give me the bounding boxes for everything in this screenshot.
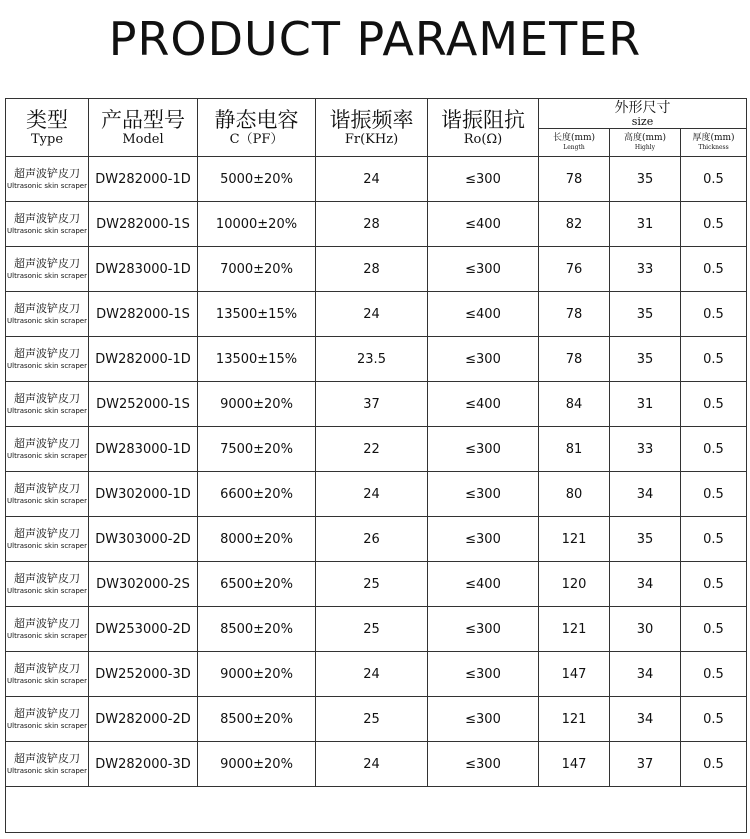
header-frequency-en: Fr(KHz): [344, 132, 399, 147]
thickness-cell: 0.5: [681, 157, 747, 202]
header-capacitance: [198, 99, 316, 157]
capacitance-cell: 5000±20%: [198, 157, 316, 202]
header-size-cn: 外形尺寸: [614, 99, 671, 116]
type-en: Ultrasonic skin scraper: [7, 272, 87, 280]
header-model: [89, 99, 198, 157]
model-cell: DW282000-1S: [89, 202, 198, 247]
capacitance-cell: 9000±20%: [198, 652, 316, 697]
impedance-cell: ≤300: [428, 337, 539, 382]
height-cell: 35: [610, 157, 681, 202]
thickness-cell: 0.5: [681, 292, 747, 337]
frequency-cell: 24: [316, 157, 428, 202]
length-cell: 121: [539, 517, 610, 562]
type-cn: 超声波铲皮刀: [14, 572, 80, 585]
model-cell: DW253000-2D: [89, 607, 198, 652]
height-cell: 34: [610, 652, 681, 697]
model-cell: DW252000-3D: [89, 652, 198, 697]
type-en: Ultrasonic skin scraper: [7, 452, 87, 460]
height-cell: 34: [610, 472, 681, 517]
type-cell: [6, 652, 89, 697]
length-cell: 147: [539, 652, 610, 697]
impedance-cell: ≤300: [428, 607, 539, 652]
frequency-cell: 24: [316, 472, 428, 517]
header-capacitance-en: C（PF）: [229, 132, 284, 147]
impedance-cell: ≤300: [428, 652, 539, 697]
type-cell: [6, 382, 89, 427]
empty-cell: [6, 787, 747, 833]
type-en: Ultrasonic skin scraper: [7, 182, 87, 190]
capacitance-cell: 6600±20%: [198, 472, 316, 517]
height-cell: 34: [610, 697, 681, 742]
capacitance-cell: 13500±15%: [198, 292, 316, 337]
type-cell: [6, 247, 89, 292]
impedance-cell: ≤300: [428, 697, 539, 742]
length-cell: 121: [539, 607, 610, 652]
header-impedance: [428, 99, 539, 157]
table-body: [6, 157, 747, 833]
header-type: [6, 99, 89, 157]
header-height-en: Highly: [634, 144, 656, 151]
impedance-cell: ≤400: [428, 562, 539, 607]
frequency-cell: 25: [316, 562, 428, 607]
type-en: Ultrasonic skin scraper: [7, 542, 87, 550]
thickness-cell: 0.5: [681, 472, 747, 517]
header-model-en: Model: [122, 132, 164, 147]
height-cell: 31: [610, 382, 681, 427]
header-length-en: Length: [563, 144, 585, 151]
frequency-cell: 25: [316, 607, 428, 652]
model-cell: DW282000-1D: [89, 157, 198, 202]
height-cell: 31: [610, 202, 681, 247]
type-en: Ultrasonic skin scraper: [7, 227, 87, 235]
height-cell: 37: [610, 742, 681, 787]
capacitance-cell: 8500±20%: [198, 607, 316, 652]
type-en: Ultrasonic skin scraper: [7, 632, 87, 640]
thickness-cell: 0.5: [681, 202, 747, 247]
type-cn: 超声波铲皮刀: [14, 482, 80, 495]
model-cell: DW282000-1S: [89, 292, 198, 337]
length-cell: 147: [539, 742, 610, 787]
type-en: Ultrasonic skin scraper: [7, 497, 87, 505]
thickness-cell: 0.5: [681, 247, 747, 292]
type-cell: [6, 202, 89, 247]
height-cell: 35: [610, 292, 681, 337]
length-cell: 120: [539, 562, 610, 607]
type-cn: 超声波铲皮刀: [14, 257, 80, 270]
type-cn: 超声波铲皮刀: [14, 707, 80, 720]
frequency-cell: 24: [316, 652, 428, 697]
header-thickness: [681, 129, 747, 157]
model-cell: DW302000-2S: [89, 562, 198, 607]
type-cn: 超声波铲皮刀: [14, 212, 80, 225]
table-row: [6, 742, 747, 787]
model-cell: DW283000-1D: [89, 427, 198, 472]
thickness-cell: 0.5: [681, 337, 747, 382]
model-cell: DW283000-1D: [89, 247, 198, 292]
height-cell: 33: [610, 427, 681, 472]
thickness-cell: 0.5: [681, 607, 747, 652]
table-row: [6, 247, 747, 292]
table-row: [6, 652, 747, 697]
model-cell: DW282000-1D: [89, 337, 198, 382]
type-en: Ultrasonic skin scraper: [7, 677, 87, 685]
type-en: Ultrasonic skin scraper: [7, 407, 87, 415]
table-row: [6, 517, 747, 562]
frequency-cell: 22: [316, 427, 428, 472]
type-cn: 超声波铲皮刀: [14, 302, 80, 315]
impedance-cell: ≤400: [428, 382, 539, 427]
impedance-cell: ≤300: [428, 517, 539, 562]
model-cell: DW282000-2D: [89, 697, 198, 742]
capacitance-cell: 9000±20%: [198, 742, 316, 787]
header-height-cn: 高度(mm): [623, 133, 667, 143]
impedance-cell: ≤300: [428, 472, 539, 517]
header-height: [610, 129, 681, 157]
capacitance-cell: 7500±20%: [198, 427, 316, 472]
height-cell: 33: [610, 247, 681, 292]
type-en: Ultrasonic skin scraper: [7, 362, 87, 370]
table-row: [6, 382, 747, 427]
table-row: [6, 607, 747, 652]
type-cn: 超声波铲皮刀: [14, 527, 80, 540]
table-row: [6, 202, 747, 247]
capacitance-cell: 8000±20%: [198, 517, 316, 562]
header-thickness-en: Thickness: [698, 144, 729, 151]
thickness-cell: 0.5: [681, 742, 747, 787]
length-cell: 76: [539, 247, 610, 292]
type-en: Ultrasonic skin scraper: [7, 587, 87, 595]
impedance-cell: ≤300: [428, 247, 539, 292]
capacitance-cell: 8500±20%: [198, 697, 316, 742]
length-cell: 80: [539, 472, 610, 517]
capacitance-cell: 7000±20%: [198, 247, 316, 292]
thickness-cell: 0.5: [681, 697, 747, 742]
header-length-cn: 长度(mm): [552, 133, 596, 143]
type-cn: 超声波铲皮刀: [14, 347, 80, 360]
length-cell: 78: [539, 157, 610, 202]
frequency-cell: 37: [316, 382, 428, 427]
length-cell: 81: [539, 427, 610, 472]
frequency-cell: 24: [316, 742, 428, 787]
capacitance-cell: 13500±15%: [198, 337, 316, 382]
header-impedance-cn: 谐振阻抗: [441, 108, 525, 132]
capacitance-cell: 10000±20%: [198, 202, 316, 247]
empty-row: [6, 787, 747, 833]
impedance-cell: ≤300: [428, 427, 539, 472]
header-row: [6, 99, 747, 129]
table-row: [6, 697, 747, 742]
type-cell: [6, 427, 89, 472]
type-cn: 超声波铲皮刀: [14, 167, 80, 180]
type-cell: [6, 472, 89, 517]
type-cn: 超声波铲皮刀: [14, 662, 80, 675]
type-en: Ultrasonic skin scraper: [7, 722, 87, 730]
header-length: [539, 129, 610, 157]
table-row: [6, 562, 747, 607]
header-model-cn: 产品型号: [101, 108, 185, 132]
length-cell: 78: [539, 337, 610, 382]
type-cn: 超声波铲皮刀: [14, 437, 80, 450]
impedance-cell: ≤400: [428, 202, 539, 247]
type-en: Ultrasonic skin scraper: [7, 767, 87, 775]
table-row: [6, 157, 747, 202]
type-cn: 超声波铲皮刀: [14, 752, 80, 765]
header-frequency: [316, 99, 428, 157]
thickness-cell: 0.5: [681, 427, 747, 472]
type-cell: [6, 292, 89, 337]
header-type-en: Type: [30, 132, 64, 147]
frequency-cell: 25: [316, 697, 428, 742]
thickness-cell: 0.5: [681, 562, 747, 607]
length-cell: 82: [539, 202, 610, 247]
table-row: [6, 292, 747, 337]
height-cell: 30: [610, 607, 681, 652]
impedance-cell: ≤400: [428, 292, 539, 337]
type-cell: [6, 517, 89, 562]
model-cell: DW303000-2D: [89, 517, 198, 562]
parameter-table: [5, 98, 747, 833]
frequency-cell: 23.5: [316, 337, 428, 382]
height-cell: 35: [610, 517, 681, 562]
frequency-cell: 28: [316, 247, 428, 292]
length-cell: 78: [539, 292, 610, 337]
header-type-cn: 类型: [26, 108, 68, 132]
type-cn: 超声波铲皮刀: [14, 617, 80, 630]
height-cell: 34: [610, 562, 681, 607]
header-capacitance-cn: 静态电容: [214, 108, 299, 132]
header-impedance-en: Ro(Ω): [463, 132, 503, 147]
type-cell: [6, 562, 89, 607]
table-row: [6, 337, 747, 382]
length-cell: 121: [539, 697, 610, 742]
header-size: [539, 99, 747, 129]
table-row: [6, 427, 747, 472]
header-thickness-cn: 厚度(mm): [692, 133, 735, 143]
frequency-cell: 24: [316, 292, 428, 337]
frequency-cell: 28: [316, 202, 428, 247]
type-cn: 超声波铲皮刀: [14, 392, 80, 405]
thickness-cell: 0.5: [681, 382, 747, 427]
impedance-cell: ≤300: [428, 157, 539, 202]
header-frequency-cn: 谐振频率: [329, 108, 414, 132]
capacitance-cell: 6500±20%: [198, 562, 316, 607]
type-cell: [6, 697, 89, 742]
impedance-cell: ≤300: [428, 742, 539, 787]
thickness-cell: 0.5: [681, 652, 747, 697]
height-cell: 35: [610, 337, 681, 382]
frequency-cell: 26: [316, 517, 428, 562]
thickness-cell: 0.5: [681, 517, 747, 562]
type-cell: [6, 607, 89, 652]
table-row: [6, 472, 747, 517]
type-cell: [6, 337, 89, 382]
capacitance-cell: 9000±20%: [198, 382, 316, 427]
model-cell: DW302000-1D: [89, 472, 198, 517]
type-cell: [6, 157, 89, 202]
type-cell: [6, 742, 89, 787]
length-cell: 84: [539, 382, 610, 427]
page-title: PRODUCT PARAMETER: [108, 12, 642, 66]
header-size-en: size: [631, 114, 654, 128]
type-en: Ultrasonic skin scraper: [7, 317, 87, 325]
model-cell: DW282000-3D: [89, 742, 198, 787]
model-cell: DW252000-1S: [89, 382, 198, 427]
